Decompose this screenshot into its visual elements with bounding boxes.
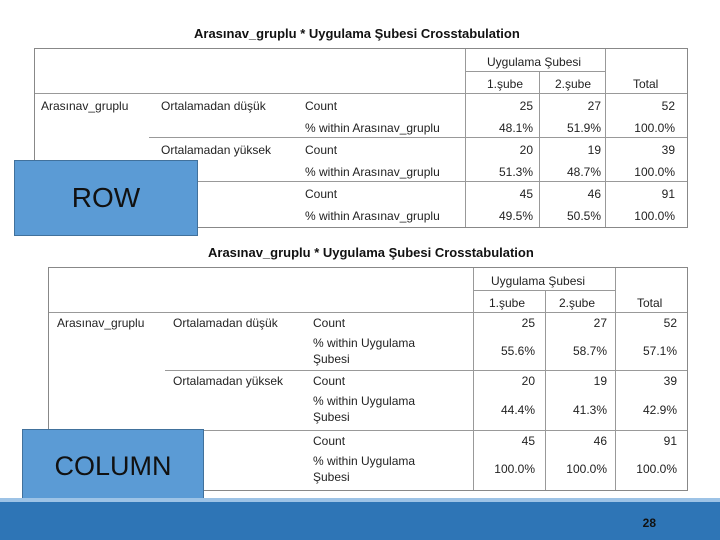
row-category-1: Ortalamadan düşük — [173, 316, 278, 330]
cell-value: 52 — [663, 316, 677, 330]
table1-title: Arasınav_gruplu * Uygulama Şubesi Crosstabulation — [194, 26, 520, 41]
column-header-2: 2.şube — [555, 77, 592, 91]
cell-value: 27 — [587, 99, 601, 113]
cell-value: 19 — [587, 143, 601, 157]
cell-value: 100.0% — [634, 121, 675, 135]
cell-value: 100.0% — [494, 462, 535, 476]
page-number: 28 — [642, 516, 656, 530]
cell-value: 25 — [521, 316, 535, 330]
cell-value: 50.5% — [566, 209, 601, 223]
cell-value: 100.0% — [566, 462, 607, 476]
table2-title: Arasınav_gruplu * Uygulama Şubesi Crosstabulation — [208, 245, 534, 260]
stat-label-percent: % within Arasınav_gruplu — [305, 121, 440, 135]
cell-value: 45 — [521, 434, 535, 448]
cell-value: 41.3% — [572, 403, 607, 417]
row-category-2: Ortalamadan yüksek — [173, 374, 284, 388]
column-callout-label: COLUMN — [54, 450, 172, 481]
stat-label-percent-line1: % within Uygulama — [313, 394, 416, 408]
column-header-1: 1.şube — [489, 296, 526, 310]
cell-value: 20 — [519, 143, 533, 157]
column-header-total: Total — [633, 77, 659, 91]
cell-value: 39 — [661, 143, 675, 157]
stat-label-count: Count — [313, 316, 346, 330]
cell-value: 45 — [519, 187, 533, 201]
stat-label-count: Count — [313, 434, 346, 448]
cell-value: 44.4% — [500, 403, 535, 417]
column-header-1: 1.şube — [487, 77, 524, 91]
cell-value: 27 — [593, 316, 607, 330]
footer-bar — [0, 502, 720, 540]
cell-value: 55.6% — [500, 344, 535, 358]
cell-value: 100.0% — [634, 165, 675, 179]
cell-value: 19 — [593, 374, 607, 388]
cell-value: 100.0% — [634, 209, 675, 223]
column-percent-callout — [22, 429, 204, 503]
cell-value: 48.7% — [566, 165, 601, 179]
stat-label-percent: % within Arasınav_gruplu — [305, 165, 440, 179]
cell-value: 48.1% — [498, 121, 533, 135]
stat-label-percent-line2: Şubesi — [313, 410, 350, 424]
row-category-2: Ortalamadan yüksek — [161, 143, 272, 157]
cell-value: 91 — [661, 187, 675, 201]
stat-label-count: Count — [305, 187, 338, 201]
row-callout-label: ROW — [71, 182, 141, 213]
column-group-header: Uygulama Şubesi — [487, 55, 582, 69]
stat-label-percent-line2: Şubesi — [313, 352, 350, 366]
cell-value: 52 — [661, 99, 675, 113]
cell-value: 91 — [663, 434, 677, 448]
row-variable-label: Arasınav_gruplu — [57, 316, 145, 330]
column-group-header: Uygulama Şubesi — [491, 274, 586, 288]
cell-value: 42.9% — [642, 403, 677, 417]
cell-value: 49.5% — [498, 209, 533, 223]
cell-value: 58.7% — [572, 344, 607, 358]
row-percent-callout — [14, 160, 198, 236]
stat-label-count: Count — [313, 374, 346, 388]
cell-value: 51.9% — [566, 121, 601, 135]
cell-value: 57.1% — [642, 344, 677, 358]
row-variable-label: Arasınav_gruplu — [41, 99, 129, 113]
stat-label-percent: % within Arasınav_gruplu — [305, 209, 440, 223]
cell-value: 46 — [593, 434, 607, 448]
column-header-total: Total — [637, 296, 663, 310]
cell-value: 25 — [519, 99, 533, 113]
stat-label-percent-line2: Şubesi — [313, 470, 350, 484]
cell-value: 39 — [663, 374, 677, 388]
cell-value: 20 — [521, 374, 535, 388]
stat-label-count: Count — [305, 99, 338, 113]
stat-label-percent-line1: % within Uygulama — [313, 454, 416, 468]
stat-label-percent-line1: % within Uygulama — [313, 336, 416, 350]
cell-value: 46 — [587, 187, 601, 201]
stat-label-count: Count — [305, 143, 338, 157]
column-header-2: 2.şube — [559, 296, 596, 310]
cell-value: 51.3% — [498, 165, 533, 179]
cell-value: 100.0% — [636, 462, 677, 476]
row-category-1: Ortalamadan düşük — [161, 99, 266, 113]
